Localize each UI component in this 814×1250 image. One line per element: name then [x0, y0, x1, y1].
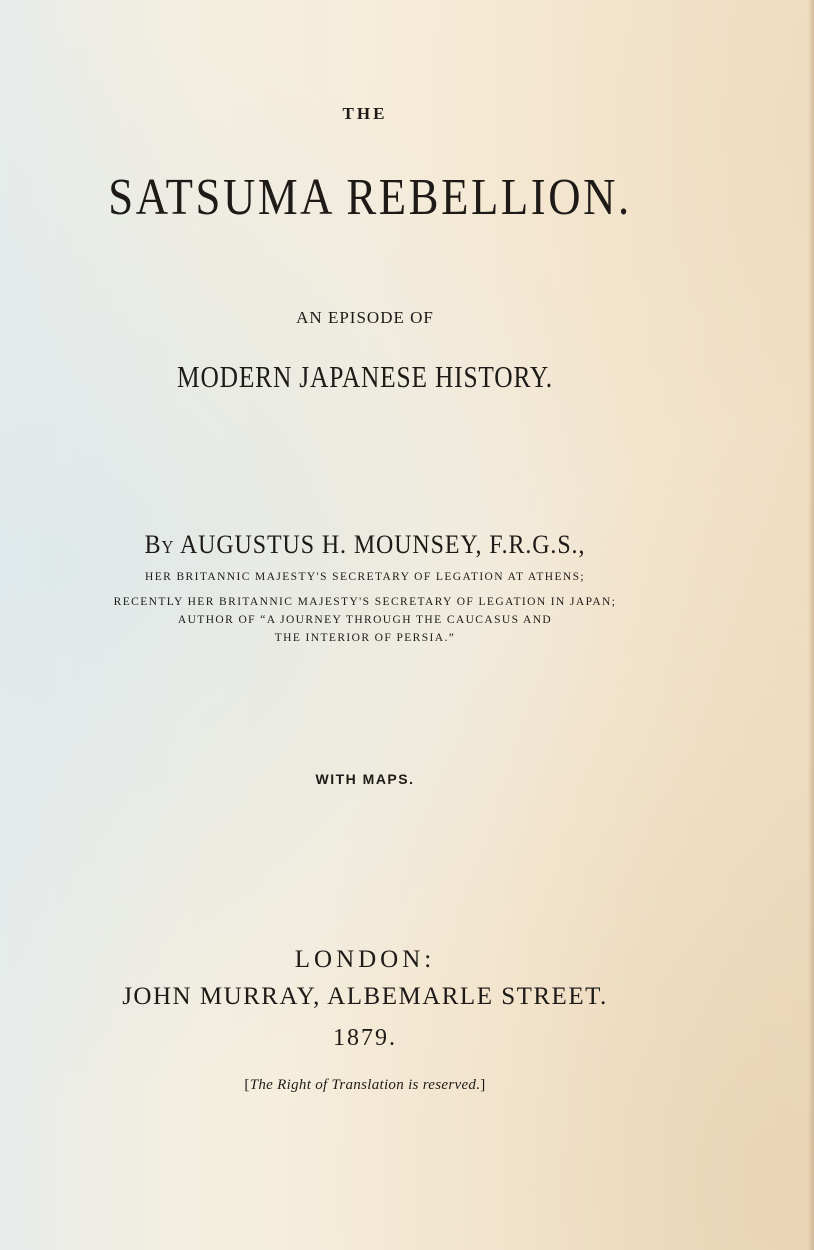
pre-title: THE: [342, 104, 388, 123]
imprint-place: LONDON:: [294, 946, 436, 973]
author-line: [29, 530, 701, 560]
subtitle-line-2: MODERN JAPANESE HISTORY.: [177, 359, 553, 394]
rights-notice: [0, 1077, 730, 1094]
author-name: AUGUSTUS H. MOUNSEY, F.R.G.S.,: [179, 530, 586, 559]
book-title: SATSUMA REBELLION.: [108, 169, 632, 226]
imprint-year: 1879.: [333, 1025, 397, 1051]
rights-close-bracket: ]: [480, 1077, 486, 1093]
author-credential-1: HER BRITANNIC MAJESTY'S SECRETARY OF LEGATION AT ATHENS;: [145, 571, 585, 583]
author-credential-4: THE INTERIOR OF PERSIA.”: [274, 632, 456, 644]
with-maps-note: WITH MAPS.: [315, 771, 415, 787]
author-credential-3: AUTHOR OF “A JOURNEY THROUGH THE CAUCASUS AND: [177, 614, 553, 626]
imprint-publisher: JOHN MURRAY, ALBEMARLE STREET.: [122, 983, 608, 1010]
rights-open-bracket: [: [244, 1077, 250, 1093]
subtitle-line-1: AN EPISODE OF: [296, 308, 434, 327]
author-credential-2: RECENTLY HER BRITANNIC MAJESTY'S SECRETARY OF LEGATION IN JAPAN;: [113, 596, 617, 608]
rights-text: The Right of Translation is reserved.: [249, 1077, 481, 1093]
author-prefix: By: [144, 530, 175, 559]
page-edge-shadow: [808, 0, 814, 1250]
